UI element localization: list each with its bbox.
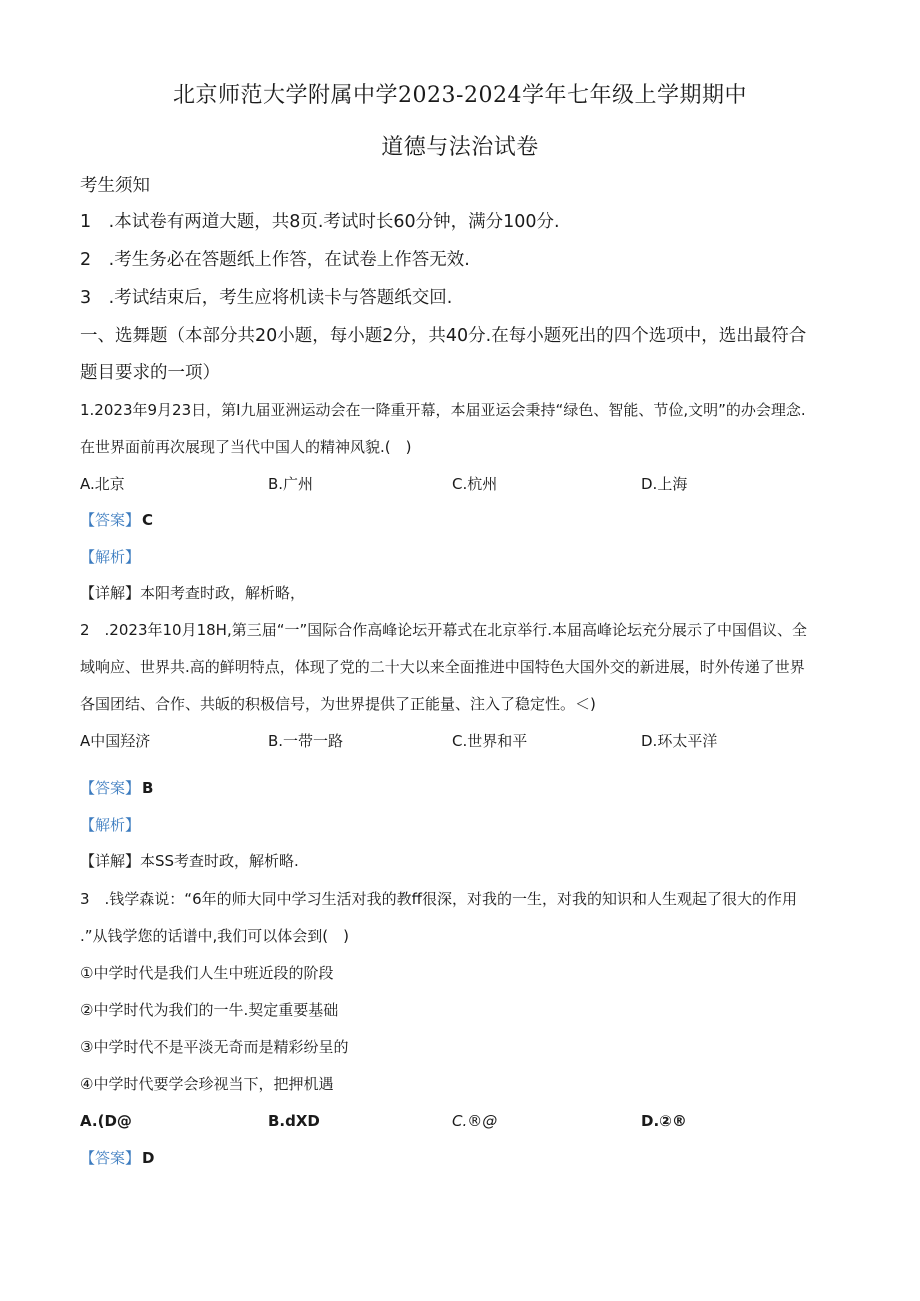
question-3-statement-2: ②中学时代为我们的一牛.契定重要基础 xyxy=(80,1001,339,1019)
question-3-stem: 3 .钱学森说：“6年的师大同中学习生活对我的教ff很深，对我的一生，对我的知识和人生观起了很大的作用 xyxy=(80,890,797,908)
question-2-stem: 2 .2023年10月18H,第三届“一”国际合作高峰论坛开幕式在北京举行.本届高峰论坛充分展示了中国倡议、全 xyxy=(80,621,808,639)
notice-heading: 考生须知 xyxy=(80,176,150,196)
question-3-option-b: B.dXD xyxy=(268,1112,320,1130)
question-2-analysis-label: 【解析】 xyxy=(80,816,141,834)
question-1-analysis-label: 【解析】 xyxy=(80,548,141,566)
question-3-statement-1: ①中学时代是我们人生中班近段的阶段 xyxy=(80,964,334,982)
section-heading: 一、选舞题（本部分共20小题，每小题2分，共40分.在每小题死出的四个选项中，选出最符合 xyxy=(80,326,807,346)
exam-title: 北京师范大学附属中学2023-2024学年七年级上学期期中 xyxy=(173,83,747,108)
question-2-answer xyxy=(80,777,153,799)
question-3-option-a: A.(D@ xyxy=(80,1112,132,1130)
question-1-answer xyxy=(80,509,153,531)
answer-value: D xyxy=(142,1149,155,1167)
answer-label: 【答案】 xyxy=(80,511,141,529)
question-1-option-b: B.广州 xyxy=(268,475,314,493)
notice-item: 1 .本试卷有两道大题，共8页.考试时长60分钟，满分100分. xyxy=(80,212,560,232)
question-1-detail xyxy=(80,582,305,604)
question-2-option-b: B.一带一路 xyxy=(268,732,344,750)
notice-item: 3 .考试结束后，考生应将机读卡与答题纸交回. xyxy=(80,288,453,308)
question-1-stem-cont: 在世界面前再次展现了当代中国人的精神风貌.( ) xyxy=(80,438,412,456)
notice-item: 2 .考生务必在答题纸上作答，在试卷上作答无效. xyxy=(80,250,470,270)
section-heading-cont: 题目要求的一项） xyxy=(80,363,220,383)
answer-label: 【答案】 xyxy=(80,1149,141,1167)
question-2-option-c: C.世界和平 xyxy=(452,732,528,750)
answer-value: C xyxy=(142,511,154,529)
answer-value: B xyxy=(142,779,154,797)
question-2-option-d: D.环太平洋 xyxy=(641,732,718,750)
detail-label: 【详解】 xyxy=(80,852,141,870)
question-2-detail xyxy=(80,850,299,872)
question-2-stem-cont: 域响应、世界共.高的鲜明特点，体现了党的二十大以来全面推进中国特色大国外交的新进展，时外传递了世界 xyxy=(80,658,805,676)
question-2-stem-cont: 各国团结、合作、共皈的积极信号，为世界提供了正能量、注入了稳定性。＜) xyxy=(80,695,596,713)
detail-text: 本阳考查时政，解析略， xyxy=(140,584,306,602)
question-1-option-c: C.杭州 xyxy=(452,475,498,493)
question-1-option-d: D.上海 xyxy=(641,475,688,493)
question-1-stem: 1.2023年9月23日，第I九届亚洲运动会在一降重开幕，本届亚运会秉持“绿色、智能、节俭,文明”的办会理念. xyxy=(80,401,806,419)
question-3-option-c: C.®@ xyxy=(452,1112,498,1130)
detail-label: 【详解】 xyxy=(80,584,141,602)
question-3-stem-cont: .”从钱学您的话谱中,我们可以体会到( ) xyxy=(80,927,350,945)
question-3-statement-4: ④中学时代要学会珍视当下，把押机遇 xyxy=(80,1075,334,1093)
question-2-option-a: A中国羟济 xyxy=(80,732,151,750)
question-3-statement-3: ③中学时代不是平淡无奇而是精彩纷呈的 xyxy=(80,1038,349,1056)
detail-text: 本SS考查时政，解析略. xyxy=(140,852,299,870)
answer-label: 【答案】 xyxy=(80,779,141,797)
question-3-option-d: D.②® xyxy=(641,1112,687,1130)
question-1-option-a: A.北京 xyxy=(80,475,125,493)
exam-subject-title: 道德与法治试卷 xyxy=(381,135,539,160)
question-3-answer xyxy=(80,1147,154,1169)
